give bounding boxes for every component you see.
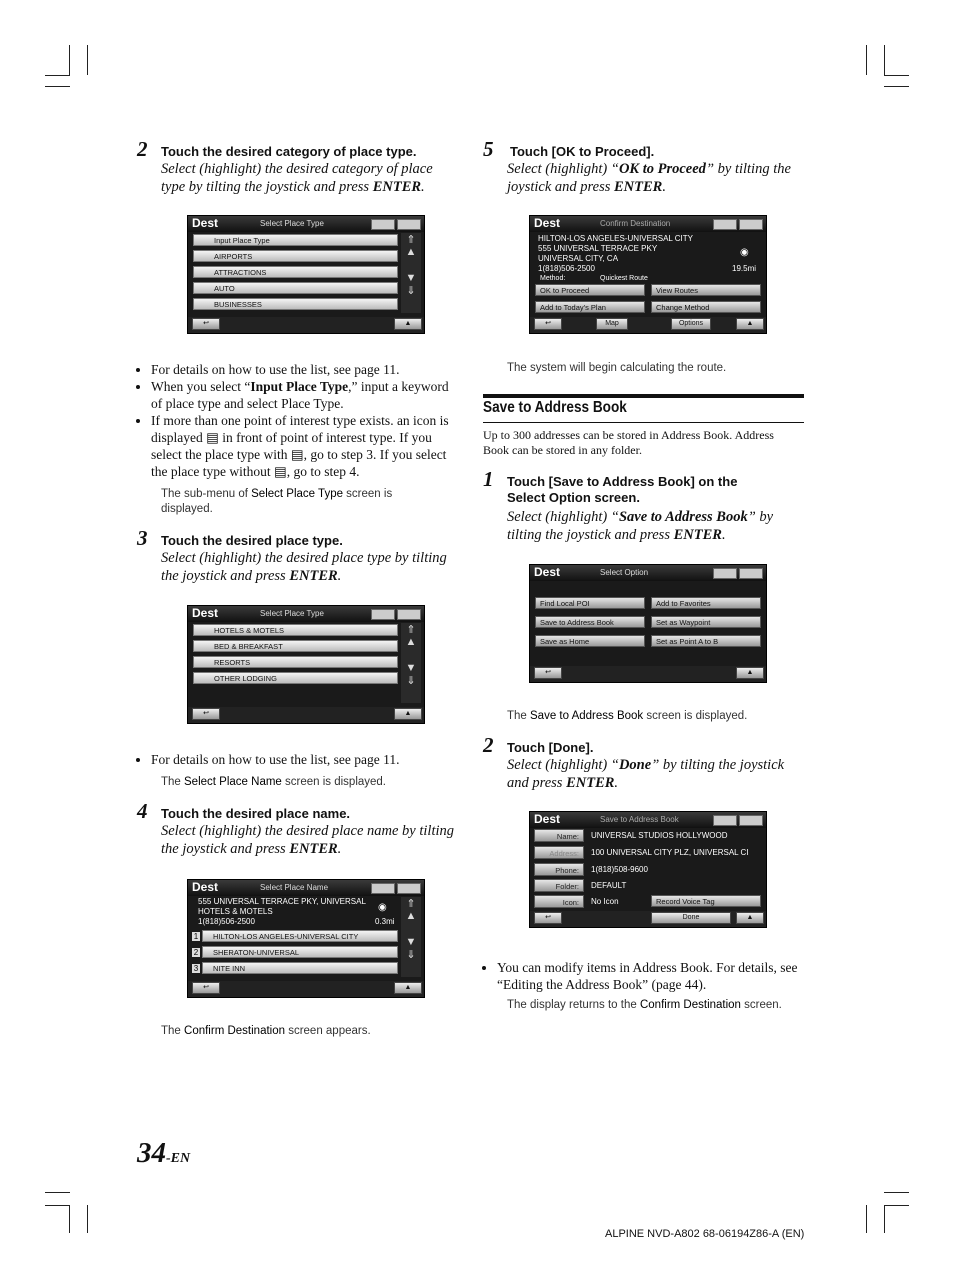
- add-to-todays-plan-button[interactable]: Add to Today's Plan: [535, 301, 645, 313]
- result-note: The system will begin calculating the route.: [507, 362, 727, 374]
- map-button[interactable]: ▲: [394, 708, 422, 720]
- icon-value: No Icon: [591, 897, 619, 906]
- dest-label: Dest: [534, 812, 561, 826]
- step-heading: Touch [Done].: [507, 740, 594, 755]
- phone-value: 1(818)508-9600: [591, 865, 648, 874]
- screen-title: Select Option: [600, 568, 649, 577]
- keyboard-button[interactable]: [397, 883, 421, 894]
- scrollbar[interactable]: [401, 623, 421, 703]
- scroll-up-icon[interactable]: ▲: [405, 910, 417, 922]
- list-number: 1: [193, 932, 199, 941]
- step-instructions: Select (highlight) the desired place type by tilting the joystick and press ENTER.: [161, 550, 447, 584]
- page-up-icon[interactable]: ⇑: [406, 234, 416, 246]
- bullet-item: • You can modify items in Address Book. For details, see “Editing the Address Book” (page 44).: [497, 959, 803, 993]
- page-up-icon[interactable]: ⇑: [406, 898, 416, 910]
- select-place-name-screen: [187, 879, 425, 998]
- set-as-waypoint-button[interactable]: Set as Waypoint: [651, 616, 761, 628]
- scroll-down-icon[interactable]: ▼: [405, 936, 417, 948]
- result-note: The Save to Address Book screen is displayed.: [507, 710, 748, 722]
- page-down-icon[interactable]: ⇓: [406, 285, 416, 297]
- step-heading: Touch [Save to Address Book] on the Select Option screen.: [507, 474, 738, 505]
- step-instructions: Select (highlight) the desired category of place type by tilting the joystick and press ENTER.: [161, 161, 433, 195]
- list-item[interactable]: ATTRACTIONS: [193, 266, 398, 278]
- scroll-down-icon[interactable]: ▼: [405, 662, 417, 674]
- back-button[interactable]: ↩: [192, 982, 220, 994]
- scroll-up-icon[interactable]: ▲: [405, 246, 417, 258]
- result-note: The Select Place Name screen is displayed.: [161, 776, 387, 788]
- step-instructions: Select (highlight) “OK to Proceed” by tilting the joystick and press ENTER.: [507, 161, 791, 195]
- name-label-button[interactable]: Name:: [534, 829, 584, 842]
- address-label-button[interactable]: Address:: [534, 846, 584, 859]
- poi-distance: 19.5mi: [732, 264, 757, 273]
- step-number: 5: [483, 137, 494, 161]
- poi-type-icon: ▤: [206, 430, 219, 445]
- poi-address: 555 UNIVERSAL TERRACE PKY: [538, 244, 658, 253]
- bullet-item: • When you select “Input Place Type,” input a keyword of place type and select Place Type.: [151, 378, 457, 412]
- page-down-icon[interactable]: ⇓: [406, 949, 416, 961]
- page-up-icon[interactable]: ⇑: [406, 624, 416, 636]
- list-item[interactable]: AIRPORTS: [193, 250, 398, 262]
- dest-label: Dest: [192, 606, 219, 620]
- scroll-down-icon[interactable]: ▼: [405, 272, 417, 284]
- step-number: 3: [137, 526, 148, 550]
- map-button[interactable]: ▲: [736, 667, 764, 679]
- find-local-poi-button[interactable]: Find Local POI: [535, 597, 645, 609]
- step-instructions: Select (highlight) “Done” by tilting the joystick and press ENTER.: [507, 757, 785, 791]
- method-label: Method:: [540, 275, 566, 282]
- bullet-list: [483, 959, 803, 993]
- save-as-home-button[interactable]: Save as Home: [535, 635, 645, 647]
- map-button[interactable]: ▲: [736, 912, 764, 924]
- save-to-address-book-screen: [529, 811, 767, 928]
- list-mode-button[interactable]: [371, 883, 395, 894]
- list-item[interactable]: NITE INN: [202, 962, 398, 974]
- list-mode-button[interactable]: [713, 568, 737, 579]
- dest-label: Dest: [534, 565, 561, 579]
- method-value: Quickest Route: [600, 275, 648, 282]
- poi-phone: 1(818)506-2500: [198, 917, 255, 926]
- bullet-list: [137, 751, 457, 768]
- select-place-type-screen: [187, 605, 425, 724]
- select-option-screen: [529, 564, 767, 683]
- map-button[interactable]: ▲: [394, 318, 422, 330]
- list-item[interactable]: HILTON-LOS ANGELES-UNIVERSAL CITY: [202, 930, 398, 942]
- step-heading: Touch the desired category of place type.: [161, 144, 417, 159]
- scrollbar[interactable]: [401, 233, 421, 313]
- poi-city: UNIVERSAL CITY, CA: [538, 254, 619, 263]
- bullet-item: • For details on how to use the list, see page 11.: [151, 751, 457, 768]
- list-item[interactable]: Input Place Type: [193, 234, 398, 246]
- dest-label: Dest: [534, 216, 561, 230]
- folder-value: DEFAULT: [591, 881, 627, 890]
- step-instructions: Select (highlight) “Save to Address Book” by tilting the joystick and press ENTER.: [507, 509, 774, 543]
- document-code: ALPINE NVD-A802 68-06194Z86-A (EN): [605, 1228, 805, 1240]
- nav-button[interactable]: ▲: [736, 318, 764, 330]
- page-down-icon[interactable]: ⇓: [406, 675, 416, 687]
- list-mode-button[interactable]: [713, 219, 737, 230]
- result-note: The sub-menu of Select Place Type screen is displayed.: [161, 488, 393, 515]
- result-note: The Confirm Destination screen appears.: [161, 1025, 371, 1037]
- compass-icon: ◉: [740, 247, 749, 258]
- back-button[interactable]: ↩: [534, 912, 562, 924]
- section-title: Save to Address Book: [483, 399, 627, 416]
- step-number: 4: [137, 799, 148, 823]
- section-intro: Up to 300 addresses can be stored in Address Book. Address Book can be stored in any folder.: [483, 428, 774, 457]
- list-item[interactable]: BUSINESSES: [193, 298, 398, 310]
- section-underline: [483, 422, 804, 423]
- poi-type-icon: ▤: [273, 464, 287, 479]
- scroll-up-icon[interactable]: ▲: [405, 636, 417, 648]
- list-item[interactable]: RESORTS: [193, 656, 398, 668]
- poi-name: HILTON-LOS ANGELES-UNIVERSAL CITY: [538, 234, 694, 243]
- poi-category: HOTELS & MOTELS: [198, 907, 273, 916]
- list-item[interactable]: AUTO: [193, 282, 398, 294]
- back-button[interactable]: ↩: [192, 708, 220, 720]
- back-button[interactable]: ↩: [534, 667, 562, 679]
- keyboard-button[interactable]: [739, 568, 763, 579]
- step-heading: Touch the desired place name.: [161, 806, 351, 821]
- step-heading: Touch [OK to Proceed].: [510, 144, 655, 159]
- list-item[interactable]: BED & BREAKFAST: [193, 640, 398, 652]
- poi-phone: 1(818)506-2500: [538, 264, 595, 273]
- page-number: 34-EN: [137, 1137, 191, 1169]
- map-button[interactable]: ▲: [394, 982, 422, 994]
- keyboard-button[interactable]: [739, 219, 763, 230]
- step-instructions: Select (highlight) the desired place name by tilting the joystick and press ENTER.: [161, 823, 455, 857]
- list-mode-button[interactable]: [713, 815, 737, 826]
- poi-address: 555 UNIVERSAL TERRACE PKY, UNIVERSAL: [198, 897, 366, 906]
- view-routes-button[interactable]: View Routes: [651, 284, 761, 296]
- confirm-destination-screen: [529, 215, 767, 334]
- list-item[interactable]: OTHER LODGING: [193, 672, 398, 684]
- bullet-item: • For details on how to use the list, see page 11.: [151, 361, 457, 378]
- icon-label-button[interactable]: Icon:: [534, 895, 584, 908]
- back-button[interactable]: ↩: [534, 318, 562, 330]
- result-note: The display returns to the Confirm Destination screen.: [507, 999, 782, 1011]
- dest-label: Dest: [192, 880, 219, 894]
- list-mode-button[interactable]: [371, 609, 395, 620]
- list-mode-button[interactable]: [371, 219, 395, 230]
- compass-icon: ◉: [378, 902, 387, 913]
- select-place-type-screen: [187, 215, 425, 334]
- keyboard-button[interactable]: [739, 815, 763, 826]
- save-to-address-book-button[interactable]: Save to Address Book: [535, 616, 645, 628]
- step-number: 2: [137, 137, 148, 161]
- set-as-point-a-to-b-button[interactable]: Set as Point A to B: [651, 635, 761, 647]
- list-item[interactable]: HOTELS & MOTELS: [193, 624, 398, 636]
- screen-title: Save to Address Book: [600, 815, 679, 824]
- back-button[interactable]: ↩: [192, 318, 220, 330]
- list-item[interactable]: SHERATON-UNIVERSAL: [202, 946, 398, 958]
- bullet-list: [137, 361, 457, 480]
- options-button[interactable]: Options: [671, 318, 711, 330]
- map-button[interactable]: Map: [596, 318, 628, 330]
- bullet-item: • If more than one point of interest type exists. an icon is displayed ▤ in front of point of interest type. If you select the place type with ▤, go to step 3. If you select the place type without ▤, go to step 4.: [151, 412, 457, 480]
- done-button[interactable]: Done: [651, 912, 731, 924]
- screen-title: Confirm Destination: [600, 219, 671, 228]
- change-method-button[interactable]: Change Method: [651, 301, 761, 313]
- ok-to-proceed-button[interactable]: OK to Proceed: [535, 284, 645, 296]
- step-number: 1: [483, 467, 494, 491]
- keyboard-button[interactable]: [397, 609, 421, 620]
- add-to-favorites-button[interactable]: Add to Favorites: [651, 597, 761, 609]
- screen-title: Select Place Name: [260, 883, 329, 892]
- list-number: 3: [193, 964, 199, 973]
- record-voice-tag-button[interactable]: Record Voice Tag: [651, 895, 761, 907]
- step-number: 2: [483, 733, 494, 757]
- screen-title: Select Place Type: [260, 609, 324, 618]
- screen-title: Select Place Type: [260, 219, 324, 228]
- keyboard-button[interactable]: [397, 219, 421, 230]
- poi-type-icon: ▤: [290, 447, 304, 462]
- dest-label: Dest: [192, 216, 219, 230]
- address-value: 100 UNIVERSAL CITY PLZ, UNIVERSAL CI: [591, 848, 749, 857]
- poi-distance: 0.3mi: [375, 917, 395, 926]
- list-number: 2: [193, 948, 199, 957]
- name-value: UNIVERSAL STUDIOS HOLLYWOOD: [591, 831, 728, 840]
- section-rule: [483, 394, 804, 398]
- folder-label-button[interactable]: Folder:: [534, 879, 584, 892]
- phone-label-button[interactable]: Phone:: [534, 863, 584, 876]
- step-heading: Touch the desired place type.: [161, 533, 343, 548]
- scrollbar[interactable]: [401, 897, 421, 977]
